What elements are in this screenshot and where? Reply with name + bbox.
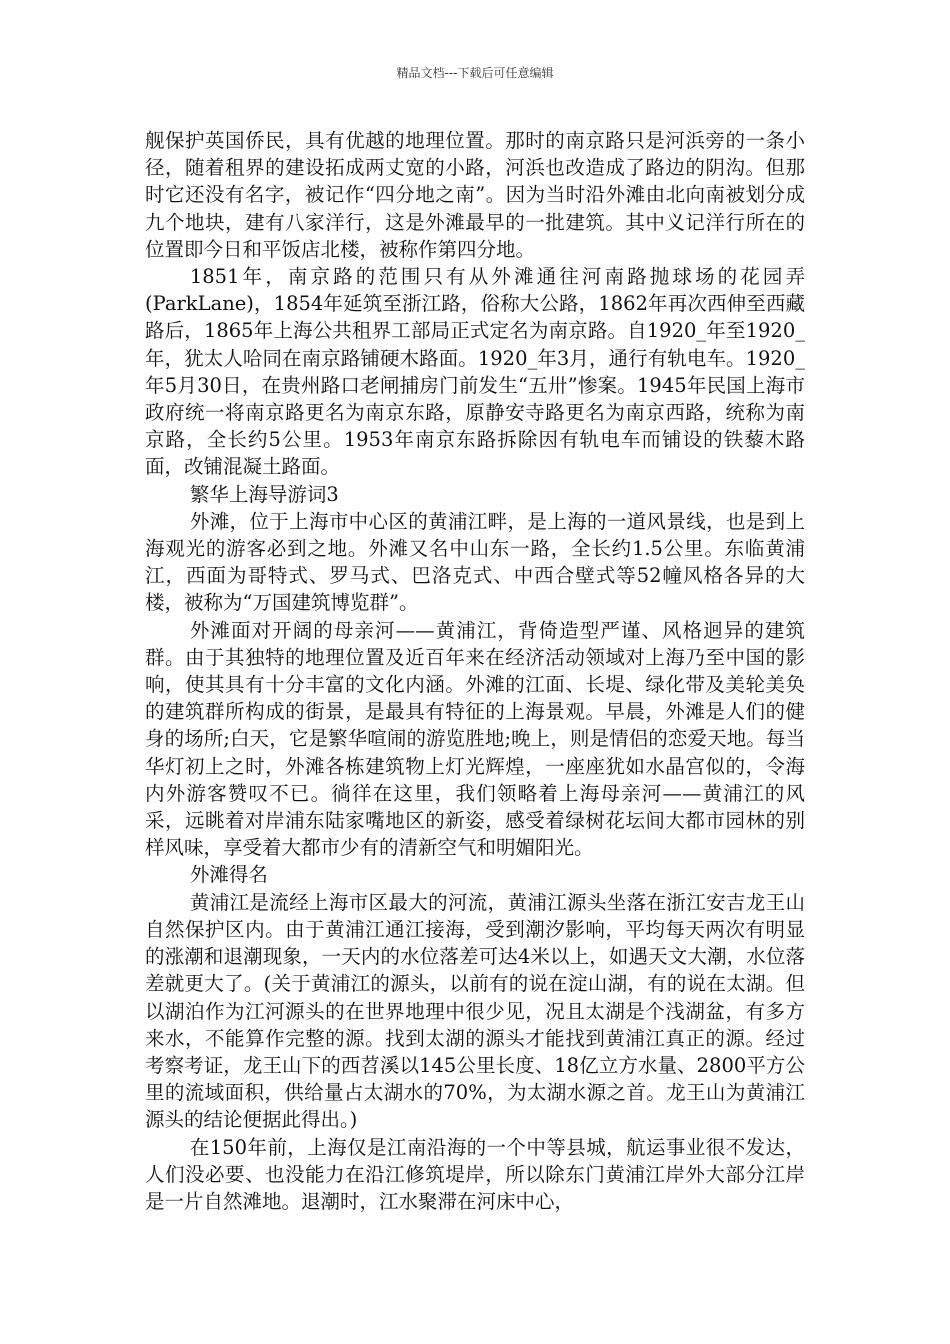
document-body	[145, 127, 805, 1215]
paragraph: 外滩面对开阔的母亲河——黄浦江，背倚造型严谨、风格迥异的建筑群。由于其独特的地理位置及近百年来在经济活动领域对上海乃至中国的影响，使其具有十分丰富的文化内涵。外滩的江面、长堤、绿化带及美轮美奂的建筑群所构成的街景，是最具有特征的上海景观。早晨，外滩是人们的健身的场所;白天，它是繁华喧闹的游览胜地;晚上，则是情侣的恋爱天地。每当华灯初上之时，外滩各栋建筑物上灯光辉煌，一座座犹如水晶宫似的，令海内外游客赞叹不已。徜徉在这里，我们领略着上海母亲河——黄浦江的风采，远眺着对岸浦东陆家嘴地区的新姿，感受着绿树花坛间大都市园林的别样风味，享受着大都市少有的清新空气和明媚阳光。	[145, 618, 805, 860]
section-heading: 外滩得名	[189, 863, 268, 887]
paragraph: 在150年前，上海仅是江南沿海的一个中等县城，航运事业很不发达，人们没必要、也没能力在沿江修筑堤岸，所以除东门黄浦江岸外大部分江岸是一片自然滩地。退潮时，江水聚滞在河床中心，	[145, 1135, 805, 1213]
paragraph: 外滩，位于上海市中心区的黄浦江畔，是上海的一道风景线，也是到上海观光的游客必到之地。外滩又名中山东一路，全长约1.5公里。东临黄浦江，西面为哥特式、罗马式、巴洛克式、中西合壁式等52幢风格各异的大楼，被称为“万国建筑博览群”。	[145, 509, 805, 615]
paragraph: 舰保护英国侨民，具有优越的地理位置。那时的南京路只是河浜旁的一条小径，随着租界的建设拓成两丈宽的小路，河浜也改造成了路边的阴沟。但那时它还没有名字，被记作“四分地之南”。因为当时沿外滩由北向南被划分成九个地块，建有八家洋行，这是外滩最早的一批建筑。其中义记洋行所在的位置即今日和平饭店北楼，被称作第四分地。	[145, 129, 805, 261]
paragraph: 黄浦江是流经上海市区最大的河流，黄浦江源头坐落在浙江安吉龙王山自然保护区内。由于黄浦江通江接海，受到潮汐影响，平均每天两次有明显的涨潮和退潮现象，一天内的水位落差可达4米以上，如遇天文大潮，水位落差就更大了。(关于黄浦江的源头，以前有的说在淀山湖，有的说在太湖。但以湖泊作为江河源头的在世界地理中很少见，况且太湖是个浅湖盆，有多方来水，不能算作完整的源。找到太湖的源头才能找到黄浦江真正的源。经过考察考证，龙王山下的西苕溪以145公里长度、18亿立方水量、2800平方公里的流域面积，供给量占太湖水的70%，为太湖水源之首。龙王山为黄浦江源头的结论便据此得出。)	[145, 890, 805, 1132]
section-heading: 繁华上海导游词3	[189, 482, 339, 506]
page-header: 精品文档---下载后可任意编辑	[396, 66, 554, 80]
paragraph: 1851年，南京路的范围只有从外滩通往河南路抛球场的花园弄(ParkLane)，1854年延筑至浙江路，俗称大公路，1862年再次西伸至西藏路后，1865年上海公共租界工部局正式定名为南京路。自1920_年至1920_年，犹太人哈同在南京路铺硬木路面。1920_年3月，通行有轨电车。1920_年5月30日，在贵州路口老闸捕房门前发生“五卅”惨案。1945年民国上海市政府统一将南京路更名为南京东路，原静安寺路更名为南京西路，统称为南京路，全长约5公里。1953年南京东路拆除因有轨电车而铺设的铁藜木路面，改铺混凝土路面。	[145, 265, 805, 479]
